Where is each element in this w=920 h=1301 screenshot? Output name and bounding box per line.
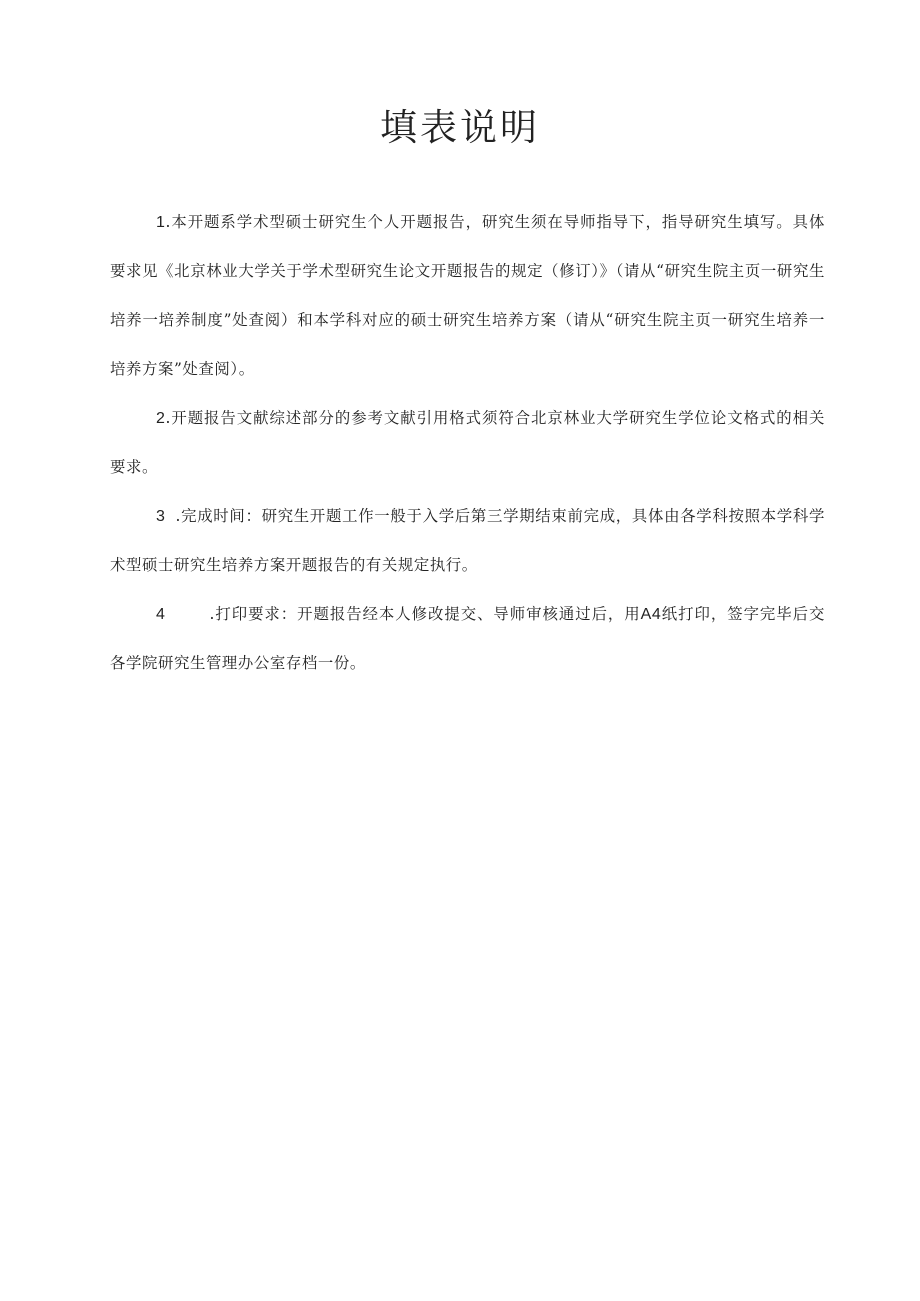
item-number: 1	[156, 214, 166, 231]
page-title: 填表说明	[380, 106, 540, 149]
instruction-item-4	[110, 590, 825, 688]
instruction-item-2	[110, 394, 825, 492]
item-number: 4	[156, 606, 166, 623]
item-text: .开题报告文献综述部分的参考文献引用格式须符合北京林业大学研究生学位论文格式的相关要求。	[110, 409, 825, 476]
item-text-after: 纸打印，签字完毕后交各学院研究生管理办公室存档一份。	[110, 605, 825, 672]
paper-size: A4	[640, 606, 662, 623]
instruction-item-1	[110, 198, 825, 394]
item-number: 2	[156, 410, 166, 427]
instruction-item-3	[110, 492, 825, 590]
item-number: 3	[156, 508, 166, 525]
item-text-before: .打印要求：开题报告经本人修改提交、导师审核通过后，用	[209, 605, 641, 623]
item-text: .完成时间：研究生开题工作一般于入学后第三学期结束前完成，具体由各学科按照本学科学术型硕士研究生培养方案开题报告的有关规定执行。	[110, 507, 825, 574]
item-text: .本开题系学术型硕士研究生个人开题报告，研究生须在导师指导下，指导研究生填写。具体要求见《北京林业大学关于学术型研究生论文开题报告的规定（修订）》（请从“研究生院主页一研究生培养一培养制度”处查阅）和本学科对应的硕士研究生培养方案（请从“研究生院主页一研究生培养一培养方案”处查阅）。	[110, 213, 825, 378]
instructions-body	[110, 198, 825, 688]
